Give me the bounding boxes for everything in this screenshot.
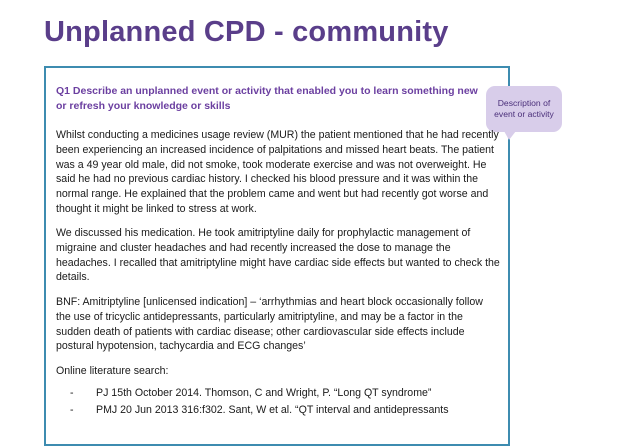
list-bullet: - [70, 387, 74, 399]
callout-bubble [486, 86, 562, 132]
question-heading: Q1 Describe an unplanned event or activity that enabled you to learn something new or refresh your knowledge or skills [56, 85, 478, 112]
paragraph-medication: We discussed his medication. He took amitriptyline daily for prophylactic management of migraine and cluster headaches and had recently increased the dose to manage the headaches. I recalled that amitriptyline might have cardiac side effects but wanted to check the details. [56, 227, 500, 284]
paragraph-mur: Whilst conducting a medicines usage review (MUR) the patient mentioned that he had recently been experiencing an increased incidence of palpitations and missed heart beats. The patient was a 49 year old male, did not smoke, took moderate exercise and was not overweight. He said he had no previous cardiac history. I checked his blood pressure and it was within the normal range. He explained that the problem came and went but had recently got worse and thought it might be linked to stress at work. [56, 129, 499, 215]
paragraph-literature-search: Online literature search: [56, 365, 169, 377]
paragraph-bnf: BNF: Amitriptyline [unlicensed indication] – ‘arrhythmias and heart block occasionally follow the use of tricyclic antidepressants, particularly amitriptyline, and may be a factor in the sudden death of patients with cardiac disease; other cardiovascular side effects include postural hypotension, tachycardia and ECG changes’ [56, 296, 483, 353]
list-item [56, 386, 500, 401]
reference-list [56, 386, 500, 420]
reference-text: PJ 15th October 2014. Thomson, C and Wright, P. “Long QT syndrome” [96, 387, 432, 399]
list-bullet: - [70, 403, 74, 416]
reference-text: PMJ 20 Jun 2013 316:f302. Sant, W et al. “QT interval and antidepressants [96, 403, 449, 416]
callout-text: Description of event or activity [494, 98, 554, 119]
list-item [56, 403, 500, 418]
page-title: Unplanned CPD - community [44, 16, 449, 48]
callout-tail [504, 131, 516, 140]
